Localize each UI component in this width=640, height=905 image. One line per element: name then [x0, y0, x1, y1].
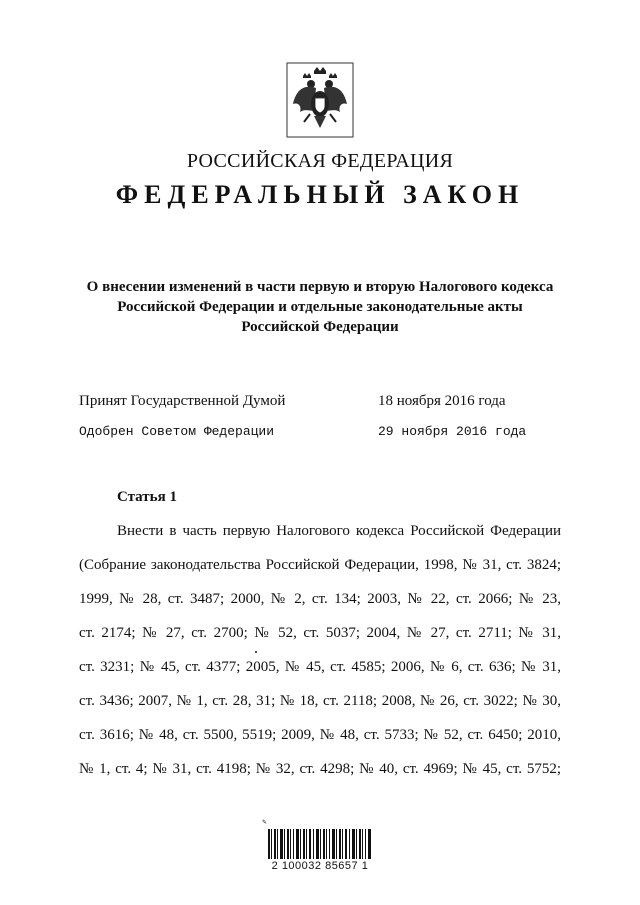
body-line: ст. 3436; 2007, № 1, ст. 28, 31; № 18, ст. 2118; 2008, № 26, ст. 3022; № 30,: [79, 693, 561, 709]
body-line: Внести в часть первую Налогового кодекса Российской Федерации: [117, 523, 561, 539]
law-subject: [70, 277, 570, 337]
country-name: РОССИЙСКАЯ ФЕДЕРАЦИЯ: [186, 150, 454, 172]
subject-line: О внесении изменений в части первую и вторую Налогового кодекса: [86, 279, 554, 295]
barcode: [262, 819, 378, 879]
duma-adoption-date: 18 ноября 2016 года: [378, 393, 506, 409]
council-approval-label: Одобрен Советом Федерации: [79, 424, 275, 439]
body-line: ст. 3616; № 48, ст. 5500, 5519; 2009, № 48, ст. 5733; № 52, ст. 6450; 2010,: [79, 727, 561, 743]
council-approval-date: 29 ноября 2016 года: [378, 424, 527, 439]
subject-line: Российской Федерации и отдельные законодательные акты: [117, 299, 523, 315]
subject-line: Российской Федерации: [241, 319, 399, 335]
body-line: (Собрание законодательства Российской Федерации, 1998, № 31, ст. 3824;: [79, 557, 561, 573]
coat-of-arms-icon: [286, 62, 354, 138]
barcode-mark-icon: ✎: [262, 820, 268, 826]
body-line: 1999, № 28, ст. 3487; 2000, № 2, ст. 134; 2003, № 22, ст. 2066; № 23,: [79, 591, 561, 607]
barcode-icon: [268, 829, 372, 859]
duma-adoption-label: Принят Государственной Думой: [79, 393, 286, 409]
article-body: [79, 520, 561, 792]
article-title: Статья 1: [117, 489, 177, 505]
scan-speck: [255, 651, 257, 653]
body-line: ст. 2174; № 27, ст. 2700; № 52, ст. 5037; 2004, № 27, ст. 2711; № 31,: [79, 625, 561, 641]
barcode-number: 2 100032 85657 1: [271, 860, 369, 872]
body-line: № 1, ст. 4; № 31, ст. 4198; № 32, ст. 4298; № 40, ст. 4969; № 45, ст. 5752;: [79, 761, 561, 777]
document-type-title: ФЕДЕРАЛЬНЫЙ ЗАКОН: [115, 180, 525, 209]
body-line: ст. 3231; № 45, ст. 4377; 2005, № 45, ст. 4585; 2006, № 6, ст. 636; № 31,: [79, 659, 561, 675]
